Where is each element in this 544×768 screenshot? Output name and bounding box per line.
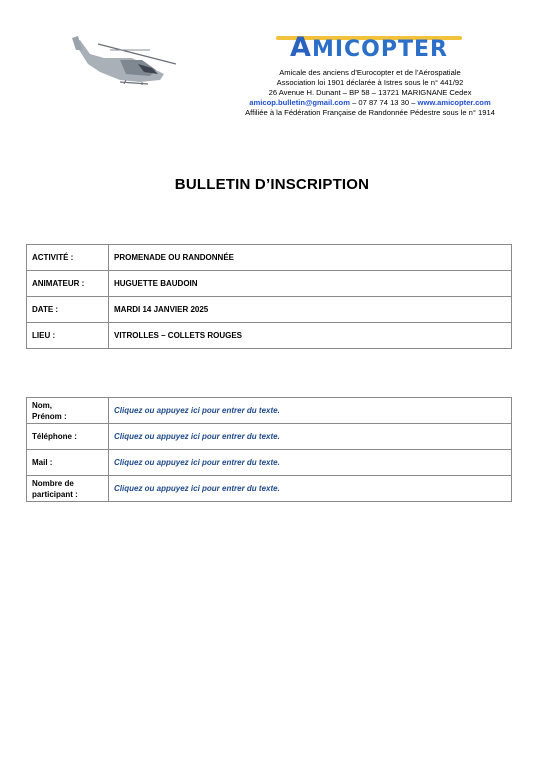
info-line-3: 26 Avenue H. Dunant – BP 58 – 13721 MARIGNANE Cedex	[268, 88, 472, 97]
lieu-row	[27, 323, 512, 349]
activity-row	[27, 245, 512, 271]
participants-label	[27, 476, 109, 502]
info-line-1: Amicale des anciens d’Eurocopter et de l’Aérospatiale	[279, 68, 461, 77]
participants-field[interactable]: Cliquez ou appuyez ici pour entrer du texte.	[109, 476, 512, 502]
nom-label-line-2: Prénom :	[32, 411, 67, 421]
logo-first-letter: A	[290, 32, 312, 63]
nom-field[interactable]: Cliquez ou appuyez ici pour entrer du texte.	[109, 398, 512, 424]
phone-number: 07 87 74 13 30	[358, 98, 410, 107]
association-info	[230, 68, 510, 118]
participants-row	[27, 476, 512, 502]
contact-line: amicop.bulletin@gmail.com – 07 87 74 13 30 – www.amicopter.com	[249, 98, 491, 107]
participants-label-line-1: Nombre de	[32, 478, 74, 488]
participants-label-line-2: participant :	[32, 489, 78, 499]
activite-value: PROMENADE OU RANDONNÉE	[109, 245, 512, 271]
nom-label	[27, 398, 109, 424]
telephone-row	[27, 424, 512, 450]
lieu-value: VITROLLES – COLLETS ROUGES	[109, 323, 512, 349]
date-value: MARDI 14 JANVIER 2025	[109, 297, 512, 323]
animateur-value: HUGUETTE BAUDOIN	[109, 271, 512, 297]
mail-row	[27, 450, 512, 476]
affiliation-line: Affiliée à la Fédération Française de Randonnée Pédestre sous le n° 1914	[245, 108, 495, 117]
nom-label-line-1: Nom,	[32, 400, 52, 410]
amicopter-logo	[270, 33, 468, 63]
info-line-2: Association loi 1901 déclarée à Istres sous le n° 441/92	[276, 78, 464, 87]
activity-table	[26, 244, 512, 349]
mail-field[interactable]: Cliquez ou appuyez ici pour entrer du texte.	[109, 450, 512, 476]
logo-rest: MICOPTER	[311, 37, 448, 62]
mail-label: Mail :	[27, 450, 109, 476]
date-label: DATE :	[27, 297, 109, 323]
animateur-row	[27, 271, 512, 297]
page-title: BULLETIN D’INSCRIPTION	[174, 176, 370, 193]
website-link[interactable]: www.amicopter.com	[417, 98, 491, 107]
email-link[interactable]: amicop.bulletin@gmail.com	[249, 98, 350, 107]
nom-row	[27, 398, 512, 424]
telephone-field[interactable]: Cliquez ou appuyez ici pour entrer du texte.	[109, 424, 512, 450]
helicopter-icon	[60, 28, 180, 92]
date-row	[27, 297, 512, 323]
telephone-label: Téléphone :	[27, 424, 109, 450]
animateur-label: ANIMATEUR :	[27, 271, 109, 297]
lieu-label: LIEU :	[27, 323, 109, 349]
activite-label: ACTIVITÉ :	[27, 245, 109, 271]
logo-text	[270, 33, 468, 65]
registration-form-table	[26, 397, 512, 502]
